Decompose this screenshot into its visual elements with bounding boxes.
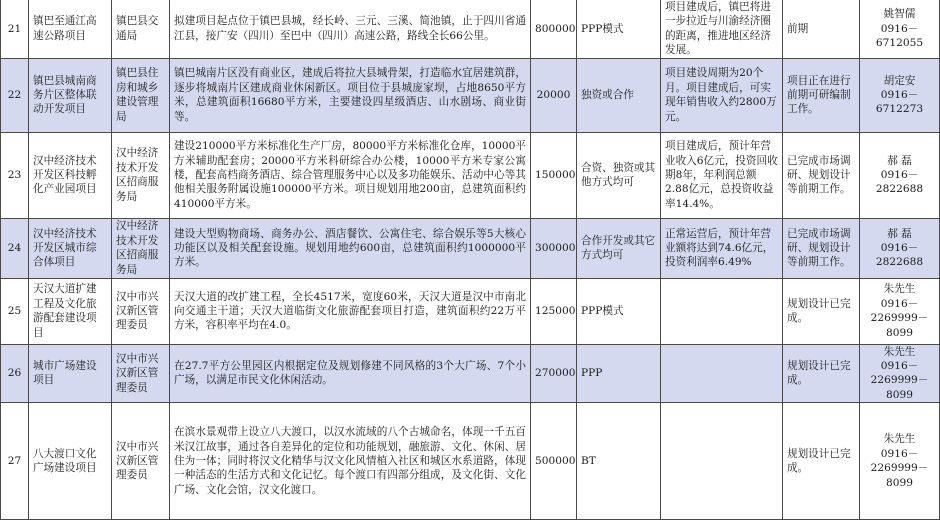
row-number: 22 xyxy=(1,58,29,132)
project-description: 在27.7平方公里园区内根据定位及规划修建不同风格的3个大广场、7个小广场，以满足市民文化休闲活动。 xyxy=(170,344,531,403)
contact xyxy=(860,58,940,132)
cooperation-mode: PPP xyxy=(577,344,661,403)
expected-benefit: 正常运营后，预计年营业额将达到74.6亿元，投资利润率6.49% xyxy=(661,218,783,278)
progress-status: 规划设计已完成。 xyxy=(783,344,860,403)
contact-phone: 0916－2269999－8099 xyxy=(870,447,929,489)
project-description: 建设210000平方米标准化生产厂房，80000平方米标准化仓库，10000平方米辅助配套房；20000平方米科研综合办公楼，10000平方米专家公寓楼，配套高档商务酒店、综合管理服务中心以及多功能娱乐、活动中心等其他相关服务附属设施100000平方米。项目规划用地200亩，总建筑面积约410000平方米。 xyxy=(170,132,531,218)
project-name: 汉中经济技术开发区城市综合体项目 xyxy=(29,218,112,278)
contact-name: 郝 磊 xyxy=(887,227,912,240)
contact-name: 朱先生 xyxy=(883,433,916,446)
table-row xyxy=(1,403,940,520)
project-name: 镇巴县城南商务片区整体联动开发项目 xyxy=(29,58,112,132)
cooperation-mode: PPP模式 xyxy=(577,278,661,344)
expected-benefit: 项目建设周期为20个月。项目建成后，可实现年销售收入约2800万元。 xyxy=(661,58,783,132)
responsible-unit: 镇巴县交通局 xyxy=(112,0,170,58)
progress-status: 项目正在进行前期可研编制工作。 xyxy=(783,58,860,132)
project-description: 拟建项目起点位于镇巴县城，经长岭、三元、三溪、简池镇，止于四川省通江县，接广安（四川）至巴中（四川）高速公路，路线全长66公里。 xyxy=(170,0,531,58)
responsible-unit: 汉中市兴汉新区管理委员 xyxy=(112,278,170,344)
table-row xyxy=(1,218,940,278)
contact xyxy=(860,344,940,403)
project-name: 汉中经济技术开发区科技孵化产业园项目 xyxy=(29,132,112,218)
investment-amount: 20000 xyxy=(531,58,577,132)
contact-phone: 0916－6712055 xyxy=(875,22,924,50)
contact-name: 朱先生 xyxy=(883,345,916,358)
expected-benefit: 项目建成后，镇巴将进一步拉近与川渝经济圈的距离，推进地区经济发展。 xyxy=(661,0,783,58)
contact-name: 朱先生 xyxy=(883,283,916,296)
expected-benefit xyxy=(661,278,783,344)
project-name: 天汉大道扩建工程及文化旅游配套建设项目 xyxy=(29,278,112,344)
contact-name: 姚智儒 xyxy=(883,8,916,21)
expected-benefit: 项目建成后，预计年营业收入6亿元，投资回收期8年，年利润总额2.88亿元，总投资收益率14.4%。 xyxy=(661,132,783,218)
cooperation-mode: 合资、独资或其他方式均可 xyxy=(577,132,661,218)
row-number: 23 xyxy=(1,132,29,218)
investment-amount: 270000 xyxy=(531,344,577,403)
cooperation-mode: 独资或合作 xyxy=(577,58,661,132)
responsible-unit: 汉中市兴汉新区管理委员 xyxy=(112,403,170,520)
contact-phone: 0916－2269999－8099 xyxy=(870,297,929,339)
progress-status: 规划设计已完成。 xyxy=(783,278,860,344)
contact xyxy=(860,132,940,218)
project-name: 镇巴至通江高速公路项目 xyxy=(29,0,112,58)
project-description: 在滨水景观带上设立八大渡口，以汉水流域的八个古城命名，体现一千五百米汉江故事，通过各自差异化的定位和功能规划，融旅游、文化、休闲、居住为一体；同时将汉文化精华与汉文化风情植入社区和城区水系道路，体现一种活态的生活方式和文化记忆。每个渡口有四部分组成，及文化街、文化广场、文化会馆，汉文化渡口。 xyxy=(170,403,531,520)
table-body xyxy=(1,0,940,520)
investment-amount: 500000 xyxy=(531,403,577,520)
expected-benefit xyxy=(661,344,783,403)
contact xyxy=(860,403,940,520)
contact-name: 胡定安 xyxy=(883,74,916,87)
project-description: 建设大型购物商场、商务办公、酒店餐饮、公寓住宅、综合娱乐等5大核心功能区以及相关配套设施。规划用地约600亩，总建筑面积约1000000平方米。 xyxy=(170,218,531,278)
contact-phone: 0916－2269999－8099 xyxy=(870,360,929,401)
progress-status: 已完成市场调研、规划设计等前期工作。 xyxy=(783,218,860,278)
responsible-unit: 汉中市兴汉新区管理委员 xyxy=(112,344,170,403)
contact xyxy=(860,0,940,58)
contact-name: 郝 磊 xyxy=(887,154,912,167)
cooperation-mode: PPP模式 xyxy=(577,0,661,58)
contact-phone: 0916－2822688 xyxy=(875,168,924,196)
investment-amount: 150000 xyxy=(531,132,577,218)
cooperation-mode: 合作开发或其它方式均可 xyxy=(577,218,661,278)
investment-amount: 125000 xyxy=(531,278,577,344)
table-row xyxy=(1,344,940,403)
investment-amount: 800000 xyxy=(531,0,577,58)
cooperation-mode: BT xyxy=(577,403,661,520)
responsible-unit: 镇巴县住房和城乡建设管理局 xyxy=(112,58,170,132)
contact xyxy=(860,218,940,278)
progress-status: 前期 xyxy=(783,0,860,58)
row-number: 21 xyxy=(1,0,29,58)
project-description: 镇巴城南片区没有商业区，建成后将拉大县城骨架，打造临水宜居建筑群，逐步将城南片区建成商业休闲新区。项目位于县城庞家坝，占地8650平方米，总建筑面积16680平方米，主要建设四星级酒店、山水剧场、商业街等。 xyxy=(170,58,531,132)
project-description: 天汉大道的改扩建工程，全长4517米，宽度60米，天汉大道是汉中市南北向交通主干道；天汉大道临街文化旅游配套项目打造，建筑面积约22万平方米，容积率平均在4.0。 xyxy=(170,278,531,344)
project-name: 八大渡口文化广场建设项目 xyxy=(29,403,112,520)
contact-phone: 0916－6712273 xyxy=(875,88,924,116)
row-number: 25 xyxy=(1,278,29,344)
project-name: 城市广场建设项目 xyxy=(29,344,112,403)
contact-phone: 0916－2822688 xyxy=(875,241,924,269)
table-row xyxy=(1,0,940,58)
row-number: 26 xyxy=(1,344,29,403)
table-row xyxy=(1,278,940,344)
responsible-unit: 汉中经济技术开发区招商服务局 xyxy=(112,132,170,218)
table-row xyxy=(1,58,940,132)
row-number: 27 xyxy=(1,403,29,520)
investment-amount: 300000 xyxy=(531,218,577,278)
row-number: 24 xyxy=(1,218,29,278)
progress-status: 已完成市场调研、规划设计等前期工作。 xyxy=(783,132,860,218)
responsible-unit: 汉中经济技术开发区招商服务局 xyxy=(112,218,170,278)
table-row xyxy=(1,132,940,218)
progress-status: 规划设计已完成。 xyxy=(783,403,860,520)
expected-benefit xyxy=(661,403,783,520)
contact xyxy=(860,278,940,344)
